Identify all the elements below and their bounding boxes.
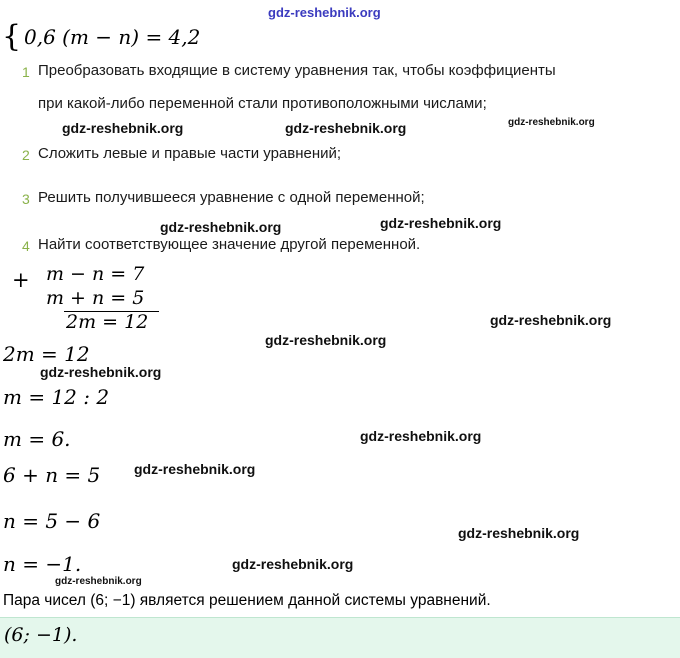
conclusion-sentence: Пара чисел (6; −1) является решением данной системы уравнений.	[3, 592, 491, 609]
system-brace: {	[2, 19, 22, 54]
watermark-5: gdz-reshebnik.org	[160, 219, 282, 235]
solution-line-1: 2m = 12	[3, 342, 90, 366]
watermark-13: gdz-reshebnik.org	[232, 556, 354, 572]
step-1-line-2: при какой-либо переменной стали противоположными числами;	[38, 95, 487, 112]
solution-line-5: n = 5 − 6	[3, 509, 101, 533]
solution-line-3: m = 6.	[3, 427, 71, 451]
watermark-2: gdz-reshebnik.org	[62, 120, 184, 136]
solution-line-6: n = −1.	[3, 552, 82, 576]
step-1-line-1: Преобразовать входящие в систему уравнения так, чтобы коэффициенты	[38, 62, 556, 79]
watermark-12: gdz-reshebnik.org	[458, 525, 580, 541]
system-row-1: m − n = 7	[46, 263, 145, 285]
step-2-number: 2	[22, 147, 30, 163]
system-row-2: m + n = 5	[46, 287, 145, 309]
step-2-line-1: Сложить левые и правые части уравнений;	[38, 145, 342, 162]
watermark-6: gdz-reshebnik.org	[380, 215, 502, 231]
step-3-number: 3	[22, 191, 30, 207]
watermark-4: gdz-reshebnik.org	[508, 117, 595, 128]
answer-highlight-box	[0, 617, 680, 658]
solution-line-2: m = 12 : 2	[3, 385, 110, 409]
top-equation: 0,6 (m − n) = 4,2	[24, 25, 201, 49]
watermark-14: gdz-reshebnik.org	[55, 576, 142, 587]
watermark-8: gdz-reshebnik.org	[265, 332, 387, 348]
addition-plus-sign: +	[12, 268, 30, 292]
system-sum: 2m = 12	[66, 311, 149, 333]
step-4-line-1: Найти соответствующее значение другой переменной.	[38, 236, 421, 253]
step-4-number: 4	[22, 238, 30, 254]
step-1-number: 1	[22, 64, 30, 80]
watermark-7: gdz-reshebnik.org	[490, 312, 612, 328]
solution-line-4: 6 + n = 5	[3, 463, 101, 487]
watermark-9: gdz-reshebnik.org	[40, 364, 162, 380]
watermark-11: gdz-reshebnik.org	[134, 461, 256, 477]
watermark-1: gdz-reshebnik.org	[268, 5, 381, 20]
step-3-line-1: Решить получившееся уравнение с одной переменной;	[38, 189, 425, 206]
watermark-10: gdz-reshebnik.org	[360, 428, 482, 444]
watermark-3: gdz-reshebnik.org	[285, 120, 407, 136]
answer-text: (6; −1).	[4, 624, 78, 646]
